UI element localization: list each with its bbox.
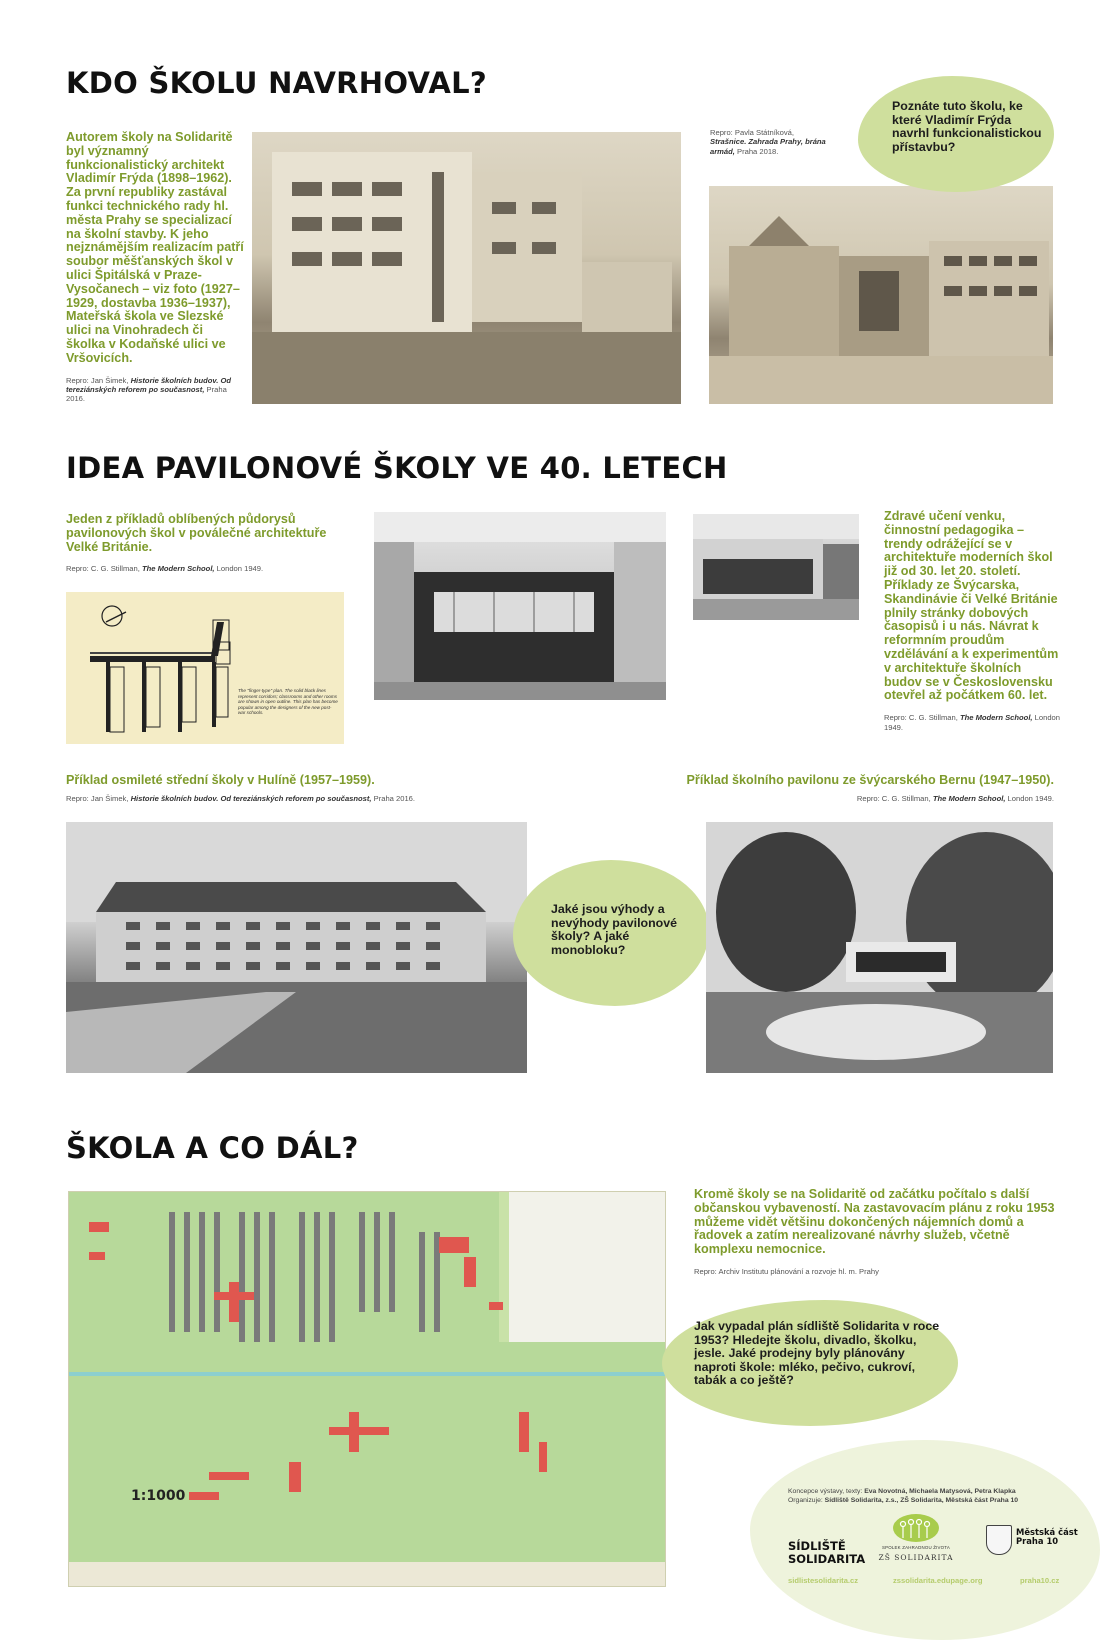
caption-hulin: Příklad osmileté střední školy v Hulíně (1957–1959). — [66, 773, 375, 787]
question-bubble-2-text: Jaké jsou výhody a nevýhody pavilonové školy? A jaké monobloku? — [551, 902, 678, 957]
repro-suffix: London 1949. — [214, 564, 264, 574]
sidliste-solidarita-logo: SÍDLIŠTĚ SOLIDARITA — [788, 1539, 866, 1566]
repro-suffix: London 1949. — [1005, 793, 1054, 803]
section2-repro-right — [884, 713, 1062, 732]
map-illustration — [69, 1192, 665, 1586]
repro-prefix: Repro: C. G. Stillman, — [884, 713, 960, 723]
section3-text-column — [694, 1188, 1060, 1276]
praha10-logo-text: Městská část Praha 10 — [1016, 1527, 1078, 1547]
section2-text-right: Zdravé učení venku, činnostní pedagogika – trendy odrážející se v architektuře moderních škol již od 30. let 20. století. Příklady ze Švýcarska, Skandinávie či Velké Británie plnily stránky dobových časopisů i u nás. Návrat k reformním proudům vzdělávání a k experimentům v architektuře školních budov se v Československu otevřel až počátkem 60. let. — [884, 509, 1059, 703]
section2-text-left: Jeden z příkladů oblíbených půdorysů pavilonových škol v poválečné architektuře Velké Británie. — [66, 512, 327, 554]
photo-vysocany-school — [252, 132, 681, 404]
section2-right-column — [884, 510, 1062, 732]
caption-bern: Příklad školního pavilonu ze švýcarského Bernu (1947–1950). — [686, 773, 1054, 787]
repro-prefix: Repro: C. G. Stillman, — [856, 793, 933, 803]
hulin-building-illustration — [66, 822, 527, 1073]
link-sidlistesolidarita[interactable]: sidlistesolidarita.cz — [788, 1576, 859, 1585]
section1-text-column — [66, 131, 244, 404]
building-illustration — [252, 132, 681, 404]
repro-bern — [857, 794, 1054, 803]
repro-title: Strašnice. Zahrada Prahy, brána armád, — [710, 137, 826, 156]
repro-title: The Modern School, — [932, 793, 1006, 803]
repro-hulin — [66, 794, 536, 803]
repro-title: Historie školních budov. Od tereziánských reforem po současnost, — [66, 375, 231, 394]
organizer-label: Organizuje: — [788, 1496, 825, 1504]
section2-left-column — [66, 513, 342, 574]
repro-prefix: Repro: Pavla Státníková, — [710, 128, 794, 137]
photo-open-classroom — [374, 512, 666, 700]
people-icon — [893, 1514, 939, 1542]
settlement-plan-map — [68, 1191, 666, 1587]
photo-pavilion-outdoor — [693, 514, 859, 620]
repro-title: The Modern School, — [959, 713, 1033, 723]
map-scale-label: 1:1000 — [131, 1488, 186, 1504]
concept-names: Eva Novotná, Michaela Matysová, Petra Klapka — [864, 1488, 1016, 1495]
section3-title: ŠKOLA A CO DÁL? — [66, 1131, 359, 1165]
repro-title: Historie školních budov. Od tereziánských reforem po současnost, — [130, 793, 372, 803]
section2-repro-left — [66, 564, 342, 573]
link-praha10[interactable]: praha10.cz — [1020, 1576, 1060, 1585]
repro-suffix: Praha 2016. — [371, 793, 416, 803]
spolek-logo-text: SPOLEK ZAHRADNOU ŽIVOTA — [882, 1545, 950, 1550]
plan-caption: The "finger-type" plan. The solid black lines represent corridors; classrooms and other rooms are shown in open outline. This plan has become popular among the designers of the new post-war schools. — [238, 688, 338, 716]
bern-pavilion-illustration — [706, 822, 1053, 1073]
repro-prefix: Repro: C. G. Stillman, — [66, 564, 142, 574]
hulin-caption-column — [66, 774, 536, 803]
zs-solidarita-logo-text: ZŠ SOLIDARITA — [878, 1553, 954, 1562]
pavilion-illustration — [693, 514, 859, 620]
finger-plan-drawing — [66, 592, 344, 744]
section2-title: IDEA PAVILONOVÉ ŠKOLY VE 40. LETECH — [66, 451, 728, 485]
organizer-line — [788, 1497, 1098, 1506]
repro-suffix: Praha 2016. — [66, 384, 227, 404]
question-bubble-1-text: Poznáte tuto školu, ke které Vladimír Frýda navrhl funkcionalistickou přístavbu? — [892, 99, 1042, 154]
repro-suffix: London 1949. — [884, 713, 1060, 732]
photo-bern-pavilion — [706, 822, 1053, 1073]
footer-credits — [788, 1488, 1098, 1505]
concept-label: Koncepce výstavy, texty: — [788, 1488, 865, 1495]
question-bubble-3-text: Jak vypadal plán sídliště Solidarita v roce 1953? Hledejte školu, divadlo, školku, jesle. Jaké prodejny byly plánovány naproti škole: mléko, pečivo, cukroví, tabák a co ještě? — [694, 1319, 940, 1388]
spolek-logo-icon — [893, 1514, 939, 1542]
section3-text: Kromě školy se na Solidaritě od začátku počítalo s další občanskou vybaveností. Na zastavovacím plánu z roku 1953 můžeme vidět většinu dokončených nájemních domů a řadovek a zatím nerealizované návrhy služeb, včetně komplexu nemocnice. — [694, 1187, 1055, 1257]
section1-repro2 — [710, 128, 828, 156]
bern-caption-column — [660, 774, 1054, 803]
link-zssolidarita[interactable]: zssolidarita.edupage.org — [893, 1576, 983, 1585]
photo-strasnice-school — [709, 186, 1053, 404]
praha10-coat-of-arms-icon — [986, 1525, 1012, 1555]
floor-plan-illustration — [66, 592, 344, 744]
classroom-illustration — [374, 512, 666, 700]
repro-prefix: Repro: Jan Šimek, — [66, 793, 131, 803]
concept-line — [788, 1488, 1098, 1497]
section3-repro: Repro: Archiv Institutu plánování a rozvoje hl. m. Prahy — [694, 1266, 879, 1276]
organizer-names: Sídliště Solidarita, z.s., ZŠ Solidarita, Městská část Praha 10 — [824, 1496, 1019, 1504]
building-illustration — [709, 186, 1053, 404]
section1-text: Autorem školy na Solidaritě byl významný funkcionalistický architekt Vladimír Frýda (1898–1962). Za první republiky zastával funkci technického rady hl. města Prahy se specializací na školní stavby. K jeho nejznámějším realizacím patří soubor měšťanských škol v ulici Špitálská v Praze-Vysočanech – viz foto (1927–1929, dostavba 1936–1937), Mateřská škola ve Slezské ulici na Vinohradech či školka v Kodaňské ulici ve Vršovicích. — [66, 130, 244, 365]
repro-title: The Modern School, — [141, 564, 215, 574]
section1-title: KDO ŠKOLU NAVRHOVAL? — [66, 66, 487, 100]
repro-suffix: Praha 2018. — [734, 146, 779, 156]
repro-prefix: Repro: Jan Šimek, — [66, 375, 131, 385]
section1-repro1 — [66, 376, 244, 404]
photo-hulin-school — [66, 822, 527, 1073]
